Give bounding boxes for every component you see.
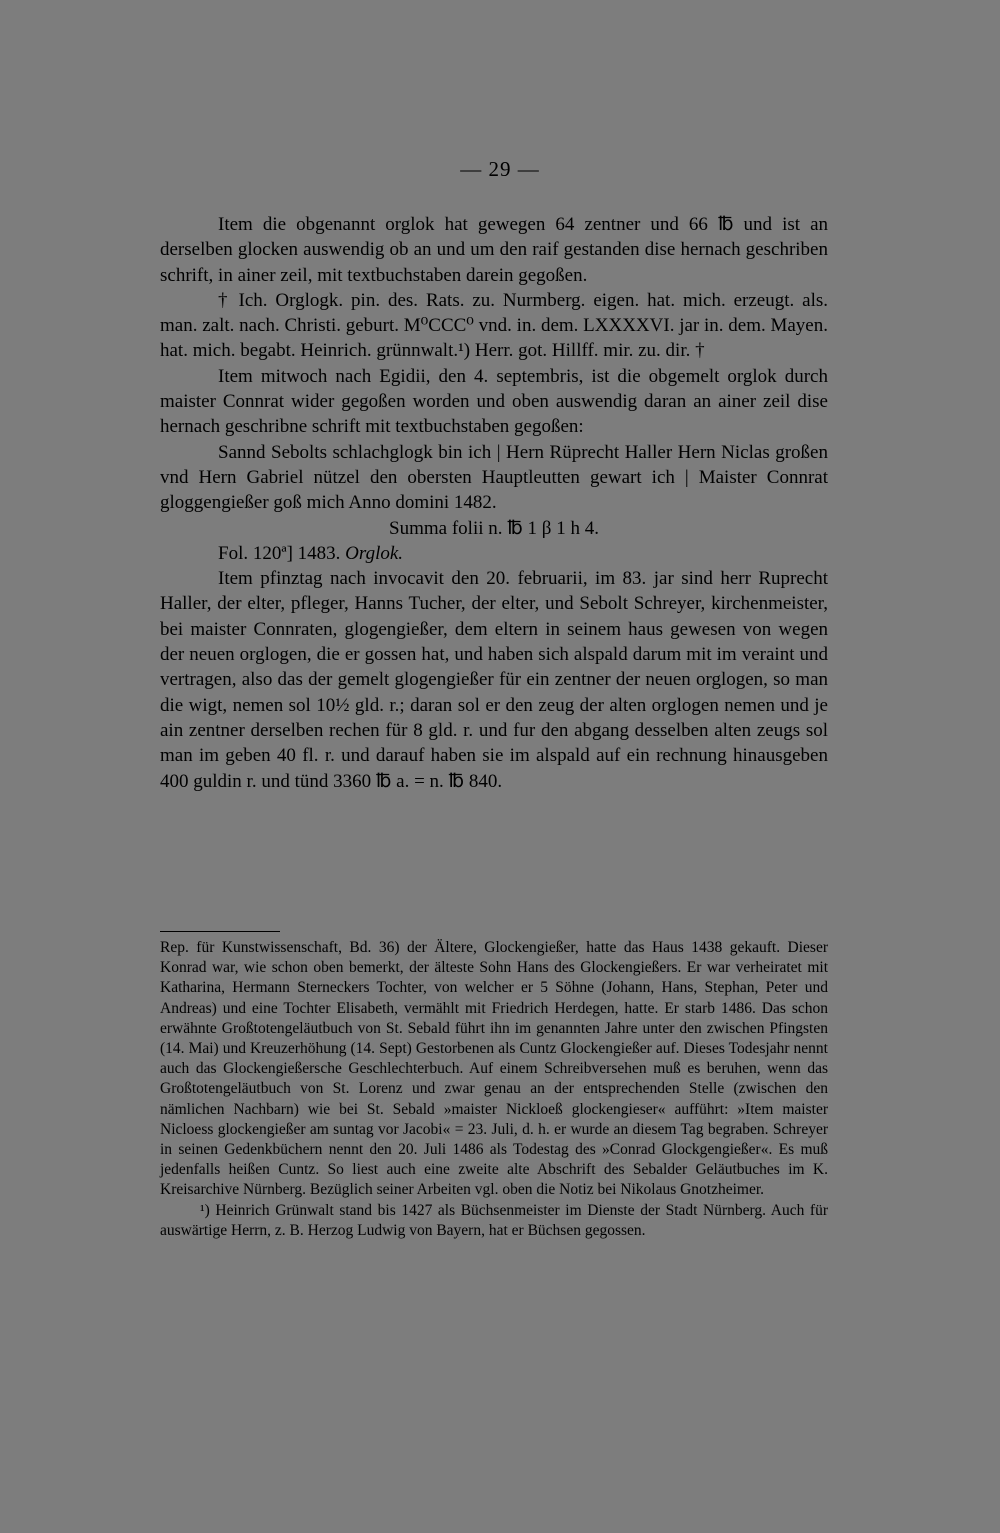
footnote-1: ¹) Heinrich Grünwalt stand bis 1427 als Büchsenmeister im Dienste der Stadt Nürnberg. Auch für auswärtige Herrn, z. B. Herzog Ludwig von Bayern, hat er Büchsen gegossen. (160, 1201, 828, 1239)
folio-title: Orglok. (345, 542, 404, 564)
main-text (160, 212, 828, 794)
footnotes (160, 938, 828, 1241)
folio-heading (160, 541, 828, 566)
footnote-continuation: Rep. für Kunstwissenschaft, Bd. 36) der Ältere, Glockengießer, hatte das Haus 1438 gekauft. Dieser Konrad war, wie schon oben bemerkt, der älteste Sohn Hans des Glockengießers. Er war verheiratet mit Katharina, Hermann Sterneckers Tochter, von welcher er 5 Söhne (Johann, Hans, Stephan, Peter und Andreas) und eine Tochter Elisabeth, vermählt mit Friedrich Herdegen, hatte. Er starb 1486. Das schon erwähnte Großtotengeläutbuch von St. Sebald führt ihn im genannten Jahre unter den zwischen Pfingsten (14. Mai) und Kreuzerhöhung (14. Sept) Gestorbenen als Cuntz Glockengießer auf. Dieses Todesjahr nennt auch das Glockengießersche Geschlechterbuch. Auf einem Schreibversehen muß es beruhen, wenn das Großtotengeläutbuch von St. Lorenz und zwar genau an der entsprechenden Stelle (zwischen den nämlichen Nachbarn) wie bei St. Sebald »maister Nickloeß glockengieser« aufführt: »Item maister Nicloess glockengießer am suntag vor Jacobi« = 23. Juli, d. h. er wurde an diesem Tag begraben. Schreyer in seinen Gedenkbüchern nennt den 20. Juli 1486 als Todestag des »Conrad Glockgengießer«. Es muß jedenfalls heißen Cuntz. So liest auch eine zweite alte Abschrift des Sebalder Geläutbuches im K. Kreisarchive Nürnberg. Bezüglich seiner Arbeiten vgl. oben die Notiz bei Nikolaus Gnotzheimer. (160, 939, 828, 1199)
footnote-divider (160, 931, 280, 932)
paragraph-contract: Item pfinztag nach invocavit den 20. februarii, im 83. jar sind herr Ruprecht Haller, der elter, pfleger, Hanns Tucher, der elter, und Sebolt Schreyer, kirchenmeister, bei maister Connraten, glogengießer, dem eltern in seinem haus gewesen von wegen der neuen orglogen, die er gossen hat, und haben sich alspald darum mit im veraint und vertragen, also das der gemelt glogengießer für ein zentner der neuen orglogen, so man die wigt, nemen sol 10½ gld. r.; daran sol er den zeug der alten orglogen nemen und je ain zentner derselben rechen für 8 gld. r. und fur den abgang desselben alten zeugs sol man im geben 40 fl. r. und darauf haben sie im alspald auf ein rechnung hinausgeben 400 guldin r. und tünd 3360 ℔ a. = n. ℔ 840. (160, 568, 828, 792)
summa-line: Summa folii n. ℔ 1 β 1 h 4. (389, 517, 599, 539)
paragraph-weight: Item die obgenannt orglok hat gewegen 64 zentner und 66 ℔ und ist an derselben glocken auswendig ob an und um den raif gestanden dise hernach geschriben schrift, in ainer zeil, mit textbuchstaben darein gegoßen. (160, 214, 828, 286)
paragraph-recast: Item mitwoch nach Egidii, den 4. septembris, ist die obgemelt orglok durch maister Connrat wider gegoßen worden und oben auswendig daran an ainer zeil dise hernach geschribne schrift mit textbuchstaben gegoßen: (160, 365, 828, 438)
bell-inscription-2: Sannd Sebolts schlachglogk bin ich | Hern Rüprecht Haller Hern Niclas großen vnd Hern Gabriel nützel den obersten Hauptleutten gewart ich | Maister Connrat gloggengießer goß mich Anno domini 1482. (160, 441, 828, 514)
bell-inscription-1: † Ich. Orglogk. pin. des. Rats. zu. Nurmberg. eigen. hat. mich. erzeugt. als. man. zalt. nach. Christi. geburt. M⁰CCC⁰ vnd. in. dem. LXXXXVI. jar in. dem. Mayen. hat. mich. begabt. Heinrich. grünnwalt.¹) Herr. got. Hillff. mir. zu. dir. † (160, 289, 828, 362)
folio-reference: Fol. 120ª] 1483. (218, 542, 341, 564)
page-number: — 29 — (460, 157, 540, 181)
